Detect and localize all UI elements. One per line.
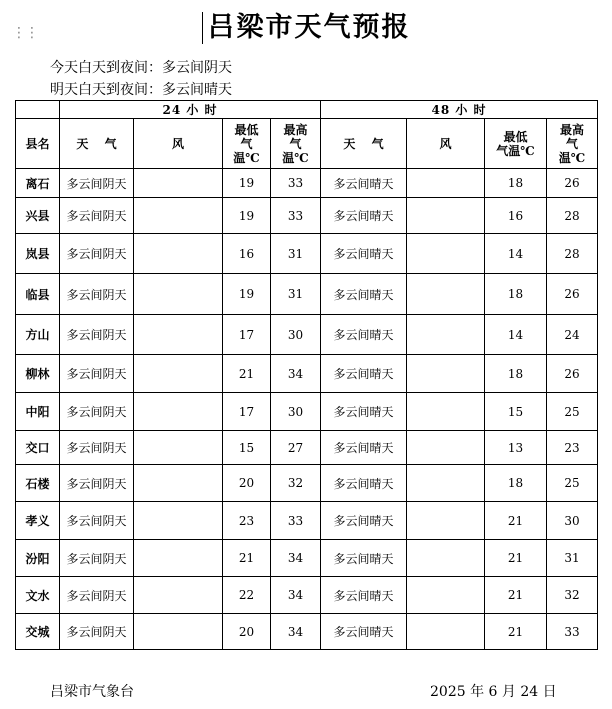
weather-48h-cell: 多云间晴天 bbox=[321, 234, 407, 274]
text-cursor bbox=[202, 12, 204, 44]
header-max-48-line3: 温℃ bbox=[558, 150, 586, 165]
max-temp-48h-cell: 30 bbox=[547, 502, 598, 540]
header-min-48-line2: 气温℃ bbox=[496, 143, 535, 158]
wind-48h-cell bbox=[407, 502, 485, 540]
min-temp-48h-cell: 14 bbox=[485, 234, 547, 274]
page-title-text: 吕梁市天气预报 bbox=[207, 12, 411, 43]
forecast-table bbox=[15, 100, 598, 650]
table-row bbox=[16, 274, 598, 315]
min-temp-24h-cell: 22 bbox=[223, 577, 271, 614]
max-temp-24h-cell: 30 bbox=[271, 393, 321, 431]
max-temp-24h-cell: 31 bbox=[271, 234, 321, 274]
weather-24h-cell: 多云间阴天 bbox=[60, 234, 134, 274]
table-row bbox=[16, 315, 598, 355]
max-temp-24h-cell: 27 bbox=[271, 431, 321, 465]
weather-48h-cell: 多云间晴天 bbox=[321, 465, 407, 502]
max-temp-48h-cell: 25 bbox=[547, 465, 598, 502]
drag-handle-icon[interactable]: ⋮⋮ bbox=[12, 25, 38, 41]
table-row bbox=[16, 540, 598, 577]
county-cell: 孝义 bbox=[16, 502, 60, 540]
min-temp-24h-cell: 15 bbox=[223, 431, 271, 465]
header-max-temp-24h bbox=[271, 119, 321, 169]
forecast-rows bbox=[16, 169, 598, 650]
header-wind-48h: 风 bbox=[407, 119, 485, 169]
header-min-24-line2: 气 bbox=[240, 136, 253, 151]
max-temp-48h-cell: 23 bbox=[547, 431, 598, 465]
wind-24h-cell bbox=[134, 169, 223, 198]
min-temp-48h-cell: 18 bbox=[485, 355, 547, 393]
weather-24h-cell: 多云间阴天 bbox=[60, 169, 134, 198]
table-row bbox=[16, 198, 598, 234]
county-cell: 兴县 bbox=[16, 198, 60, 234]
summary-tomorrow: 明天白天到夜间：多云间晴天 bbox=[50, 82, 232, 98]
wind-48h-cell bbox=[407, 614, 485, 650]
header-blank bbox=[16, 101, 60, 119]
min-temp-24h-cell: 21 bbox=[223, 355, 271, 393]
header-min-48-line1: 最低 bbox=[503, 129, 528, 144]
county-cell: 石楼 bbox=[16, 465, 60, 502]
min-temp-24h-cell: 21 bbox=[223, 540, 271, 577]
wind-24h-cell bbox=[134, 274, 223, 315]
wind-48h-cell bbox=[407, 465, 485, 502]
max-temp-48h-cell: 32 bbox=[547, 577, 598, 614]
min-temp-48h-cell: 21 bbox=[485, 577, 547, 614]
min-temp-48h-cell: 21 bbox=[485, 540, 547, 577]
title-container bbox=[0, 8, 612, 48]
max-temp-24h-cell: 34 bbox=[271, 355, 321, 393]
header-min-temp-24h bbox=[223, 119, 271, 169]
header-county: 县名 bbox=[16, 119, 60, 169]
summary-today: 今天白天到夜间：多云间阴天 bbox=[50, 60, 232, 76]
wind-48h-cell bbox=[407, 393, 485, 431]
weather-48h-cell: 多云间晴天 bbox=[321, 577, 407, 614]
min-temp-48h-cell: 15 bbox=[485, 393, 547, 431]
weather-48h-cell: 多云间晴天 bbox=[321, 355, 407, 393]
header-max-48-line2: 气 bbox=[565, 136, 578, 151]
max-temp-24h-cell: 32 bbox=[271, 465, 321, 502]
min-temp-48h-cell: 18 bbox=[485, 274, 547, 315]
min-temp-24h-cell: 20 bbox=[223, 614, 271, 650]
wind-24h-cell bbox=[134, 540, 223, 577]
weather-48h-cell: 多云间晴天 bbox=[321, 431, 407, 465]
max-temp-48h-cell: 33 bbox=[547, 614, 598, 650]
header-max-24-line1: 最高 bbox=[283, 122, 308, 137]
county-cell: 岚县 bbox=[16, 234, 60, 274]
table-row bbox=[16, 355, 598, 393]
group-header-row bbox=[16, 101, 598, 119]
weather-24h-cell: 多云间阴天 bbox=[60, 465, 134, 502]
wind-48h-cell bbox=[407, 198, 485, 234]
issue-date: 2025 年 6 月 24 日 bbox=[430, 684, 557, 700]
min-temp-48h-cell: 21 bbox=[485, 502, 547, 540]
min-temp-48h-cell: 14 bbox=[485, 315, 547, 355]
max-temp-48h-cell: 24 bbox=[547, 315, 598, 355]
county-cell: 交口 bbox=[16, 431, 60, 465]
county-cell: 柳林 bbox=[16, 355, 60, 393]
max-temp-48h-cell: 25 bbox=[547, 393, 598, 431]
max-temp-24h-cell: 31 bbox=[271, 274, 321, 315]
wind-48h-cell bbox=[407, 274, 485, 315]
max-temp-24h-cell: 34 bbox=[271, 540, 321, 577]
table-row bbox=[16, 234, 598, 274]
max-temp-48h-cell: 28 bbox=[547, 234, 598, 274]
header-min-24-line1: 最低 bbox=[234, 122, 259, 137]
max-temp-24h-cell: 33 bbox=[271, 502, 321, 540]
wind-24h-cell bbox=[134, 393, 223, 431]
wind-48h-cell bbox=[407, 169, 485, 198]
wind-24h-cell bbox=[134, 502, 223, 540]
wind-48h-cell bbox=[407, 355, 485, 393]
min-temp-48h-cell: 18 bbox=[485, 465, 547, 502]
min-temp-24h-cell: 16 bbox=[223, 234, 271, 274]
county-cell: 中阳 bbox=[16, 393, 60, 431]
table-row bbox=[16, 169, 598, 198]
header-min-temp-48h bbox=[485, 119, 547, 169]
table-row bbox=[16, 431, 598, 465]
weather-24h-cell: 多云间阴天 bbox=[60, 577, 134, 614]
min-temp-48h-cell: 13 bbox=[485, 431, 547, 465]
issuer: 吕梁市气象台 bbox=[50, 684, 134, 700]
min-temp-24h-cell: 17 bbox=[223, 315, 271, 355]
max-temp-24h-cell: 33 bbox=[271, 198, 321, 234]
wind-24h-cell bbox=[134, 355, 223, 393]
weather-24h-cell: 多云间阴天 bbox=[60, 355, 134, 393]
weather-48h-cell: 多云间晴天 bbox=[321, 393, 407, 431]
county-cell: 文水 bbox=[16, 577, 60, 614]
table-row bbox=[16, 614, 598, 650]
wind-48h-cell bbox=[407, 315, 485, 355]
wind-24h-cell bbox=[134, 577, 223, 614]
wind-24h-cell bbox=[134, 234, 223, 274]
header-weather-24h: 天 气 bbox=[60, 119, 134, 169]
column-header-row bbox=[16, 119, 598, 169]
min-temp-24h-cell: 17 bbox=[223, 393, 271, 431]
min-temp-48h-cell: 21 bbox=[485, 614, 547, 650]
county-cell: 方山 bbox=[16, 315, 60, 355]
header-wind-24h: 风 bbox=[134, 119, 223, 169]
min-temp-48h-cell: 18 bbox=[485, 169, 547, 198]
wind-48h-cell bbox=[407, 577, 485, 614]
group-48h-header: 48 小 时 bbox=[321, 101, 598, 119]
weather-24h-cell: 多云间阴天 bbox=[60, 315, 134, 355]
weather-48h-cell: 多云间晴天 bbox=[321, 169, 407, 198]
max-temp-48h-cell: 31 bbox=[547, 540, 598, 577]
min-temp-24h-cell: 23 bbox=[223, 502, 271, 540]
max-temp-48h-cell: 26 bbox=[547, 169, 598, 198]
header-max-temp-48h bbox=[547, 119, 598, 169]
table-row bbox=[16, 393, 598, 431]
header-max-48-line1: 最高 bbox=[559, 122, 584, 137]
county-cell: 汾阳 bbox=[16, 540, 60, 577]
weather-24h-cell: 多云间阴天 bbox=[60, 274, 134, 315]
wind-48h-cell bbox=[407, 234, 485, 274]
weather-48h-cell: 多云间晴天 bbox=[321, 198, 407, 234]
page-title[interactable] bbox=[202, 8, 411, 48]
min-temp-48h-cell: 16 bbox=[485, 198, 547, 234]
weather-48h-cell: 多云间晴天 bbox=[321, 540, 407, 577]
wind-24h-cell bbox=[134, 614, 223, 650]
wind-24h-cell bbox=[134, 315, 223, 355]
table-row bbox=[16, 577, 598, 614]
header-max-24-line2: 气 bbox=[289, 136, 302, 151]
weather-24h-cell: 多云间阴天 bbox=[60, 502, 134, 540]
table-row bbox=[16, 502, 598, 540]
max-temp-24h-cell: 34 bbox=[271, 577, 321, 614]
group-24h-header: 24 小 时 bbox=[60, 101, 321, 119]
max-temp-24h-cell: 34 bbox=[271, 614, 321, 650]
header-max-24-line3: 温℃ bbox=[282, 150, 309, 165]
max-temp-24h-cell: 33 bbox=[271, 169, 321, 198]
min-temp-24h-cell: 19 bbox=[223, 274, 271, 315]
weather-24h-cell: 多云间阴天 bbox=[60, 614, 134, 650]
weather-24h-cell: 多云间阴天 bbox=[60, 540, 134, 577]
min-temp-24h-cell: 20 bbox=[223, 465, 271, 502]
max-temp-48h-cell: 26 bbox=[547, 355, 598, 393]
weather-48h-cell: 多云间晴天 bbox=[321, 614, 407, 650]
county-cell: 离石 bbox=[16, 169, 60, 198]
weather-48h-cell: 多云间晴天 bbox=[321, 502, 407, 540]
weather-24h-cell: 多云间阴天 bbox=[60, 198, 134, 234]
header-min-24-line3: 温℃ bbox=[233, 150, 260, 165]
county-cell: 临县 bbox=[16, 274, 60, 315]
wind-24h-cell bbox=[134, 198, 223, 234]
weather-48h-cell: 多云间晴天 bbox=[321, 315, 407, 355]
min-temp-24h-cell: 19 bbox=[223, 198, 271, 234]
max-temp-24h-cell: 30 bbox=[271, 315, 321, 355]
weather-24h-cell: 多云间阴天 bbox=[60, 393, 134, 431]
max-temp-48h-cell: 26 bbox=[547, 274, 598, 315]
weather-24h-cell: 多云间阴天 bbox=[60, 431, 134, 465]
max-temp-48h-cell: 28 bbox=[547, 198, 598, 234]
table-row bbox=[16, 465, 598, 502]
wind-24h-cell bbox=[134, 465, 223, 502]
min-temp-24h-cell: 19 bbox=[223, 169, 271, 198]
county-cell: 交城 bbox=[16, 614, 60, 650]
weather-48h-cell: 多云间晴天 bbox=[321, 274, 407, 315]
wind-48h-cell bbox=[407, 431, 485, 465]
wind-24h-cell bbox=[134, 431, 223, 465]
header-weather-48h: 天 气 bbox=[321, 119, 407, 169]
wind-48h-cell bbox=[407, 540, 485, 577]
